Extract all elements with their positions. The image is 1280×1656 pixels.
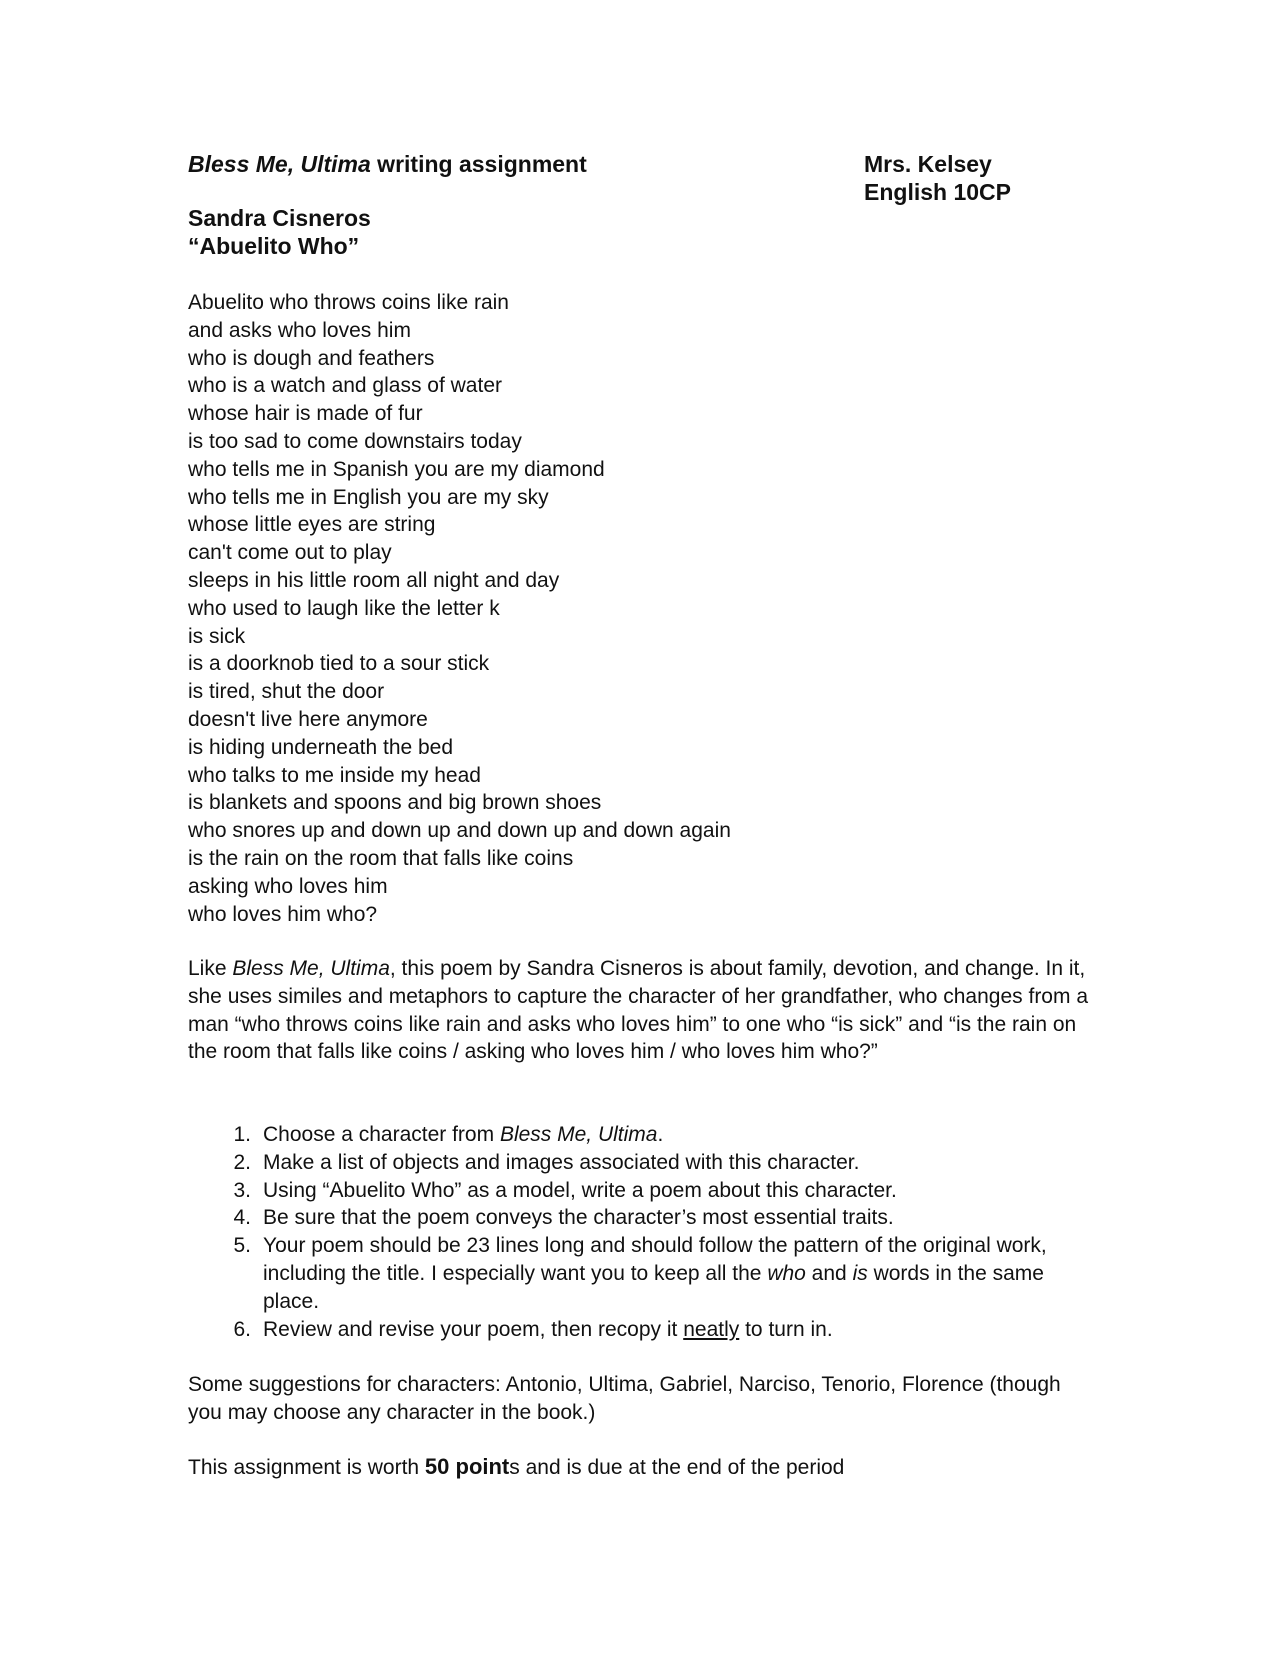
- intro-paragraph: [188, 955, 1088, 1066]
- step-italic-who: who: [767, 1261, 806, 1285]
- step-text: words in the same place.: [263, 1261, 1044, 1313]
- teacher-block: [864, 150, 1011, 206]
- list-text: [263, 1232, 1088, 1315]
- poem-line: is sick: [188, 624, 246, 648]
- poem-line: who used to laugh like the letter k: [188, 596, 500, 620]
- poem-line: can't come out to play: [188, 541, 392, 565]
- list-text: Be sure that the poem conveys the character’s most essential traits.: [263, 1206, 894, 1230]
- step-text: .: [657, 1123, 664, 1146]
- poem-line: is too sad to come downstairs today: [188, 429, 522, 453]
- instruction-list: [188, 1121, 1088, 1343]
- step-text: Choose a character from: [263, 1123, 500, 1146]
- list-number: 6.: [233, 1317, 251, 1341]
- poem-attribution: [188, 205, 1088, 261]
- poem-line: whose little eyes are string: [188, 513, 436, 537]
- assignment-title: [188, 150, 587, 178]
- poem-text: [188, 289, 1088, 928]
- step-book-title: Bless Me, Ultima: [499, 1123, 658, 1146]
- list-number: 5.: [233, 1234, 251, 1258]
- poem-line: whose hair is made of fur: [188, 402, 423, 426]
- step-text: to turn in.: [739, 1317, 833, 1341]
- intro-book-title: Bless Me, Ultima: [232, 957, 390, 980]
- poem-line: sleeps in his little room all night and day: [188, 568, 560, 592]
- poem-line: Abuelito who throws coins like rain: [188, 291, 509, 314]
- course-name: English 10CP: [864, 179, 1011, 205]
- author-name: Sandra Cisneros: [188, 205, 371, 231]
- list-item: [188, 1177, 1088, 1205]
- list-item: [188, 1204, 1088, 1232]
- worth-text-end: s and is due at the end of the period: [509, 1456, 845, 1479]
- points-statement: [188, 1453, 1088, 1482]
- poem-line: doesn't live here anymore: [188, 707, 428, 731]
- poem-title: “Abuelito Who”: [188, 232, 360, 259]
- list-text: Make a list of objects and images associated with this character.: [263, 1150, 860, 1174]
- poem-line: who tells me in English you are my sky: [188, 485, 549, 509]
- poem-line: is tired, shut the door: [188, 680, 385, 704]
- poem-line: who tells me in Spanish you are my diamond: [188, 457, 605, 481]
- poem-line: who is dough and feathers: [188, 346, 435, 370]
- list-item: [188, 1121, 1088, 1149]
- poem-line: is the rain on the room that falls like coins: [188, 846, 574, 870]
- character-suggestions: Some suggestions for characters: Antonio, Ultima, Gabriel, Narciso, Tenorio, Florence (though you may choose any character in the book.): [188, 1373, 1061, 1424]
- list-text: Using “Abuelito Who” as a model, write a poem about this character.: [263, 1178, 897, 1202]
- worth-points: 50 point: [424, 1454, 510, 1479]
- intro-text-rest: , this poem by Sandra Cisneros is about family, devotion, and change. In it, she uses similes and metaphors to capture the character of her grandfather, who changes from a man “who throws coins like rain and asks who loves him” to one who “is sick” and “is the rain on the room that falls like coins / asking who loves him / who loves him who?”: [188, 957, 1088, 1064]
- intro-text-start: Like: [188, 957, 233, 980]
- title-rest: writing assignment: [370, 151, 587, 177]
- step-italic-is: is: [852, 1261, 868, 1285]
- list-item: [188, 1316, 1088, 1344]
- worth-text: This assignment is worth: [188, 1456, 425, 1479]
- list-item: [188, 1149, 1088, 1177]
- title-italic: Bless Me, Ultima: [188, 151, 371, 177]
- step-underlined: neatly: [683, 1317, 740, 1341]
- list-number: 2.: [233, 1150, 251, 1174]
- poem-line: who is a watch and glass of water: [188, 374, 502, 398]
- poem-line: and asks who loves him: [188, 318, 411, 342]
- list-number: 3.: [233, 1178, 251, 1202]
- poem-line: asking who loves him: [188, 874, 388, 898]
- list-number: 1.: [233, 1123, 251, 1146]
- list-number: 4.: [233, 1206, 251, 1230]
- step-text: Review and revise your poem, then recopy it: [263, 1317, 684, 1341]
- poem-line: who snores up and down up and down up and down again: [188, 819, 731, 843]
- poem-line: is blankets and spoons and big brown shoes: [188, 791, 602, 815]
- step-text: Your poem should be 23 lines long and should follow the pattern of the original work, including the title. I especially want you to keep all the: [263, 1234, 1047, 1285]
- step-text: and: [805, 1261, 853, 1285]
- poem-line: is hiding underneath the bed: [188, 735, 454, 759]
- teacher-name: Mrs. Kelsey: [864, 151, 992, 177]
- list-text: [263, 1121, 1088, 1149]
- list-text: [263, 1316, 1088, 1344]
- poem-line: who talks to me inside my head: [188, 763, 481, 787]
- poem-line: who loves him who?: [188, 902, 378, 926]
- poem-line: is a doorknob tied to a sour stick: [188, 652, 490, 676]
- list-item: [188, 1232, 1088, 1315]
